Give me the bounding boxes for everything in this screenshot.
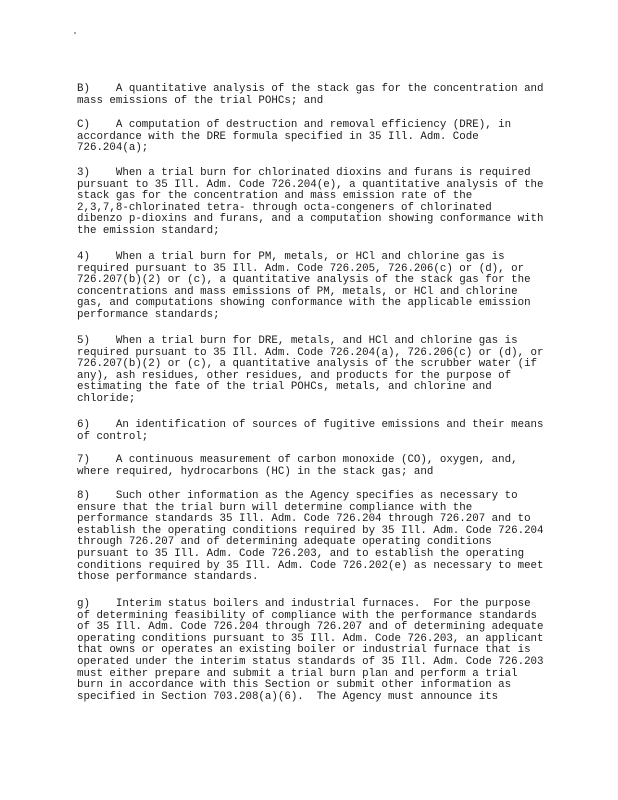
text-line: where required, hydrocarbons (HC) in the stack gas; and xyxy=(77,465,434,478)
text-line: gas, and computations showing conformance with the applicable emission xyxy=(77,297,531,310)
paragraph-7 xyxy=(77,455,542,478)
text-line: dibenzo p-dioxins and furans, and a computation showing conformance with xyxy=(77,213,544,226)
paragraph-g xyxy=(77,599,542,703)
text-line: stack gas for the concentration and mass emission rate of the xyxy=(77,190,473,203)
text-line: 8) Such other information as the Agency specifies as necessary to xyxy=(77,490,518,502)
text-line: 5) When a trial burn for DRE, metals, and HCl and chlorine gas is xyxy=(77,335,518,347)
text-line: pursuant to 35 Ill. Adm. Code 726.203, and to establish the operating xyxy=(77,547,525,560)
text-line: through 726.207 and of determining adequate operating conditions xyxy=(77,536,492,549)
paragraph-b xyxy=(77,84,542,107)
text-line: accordance with the DRE formula specified in 35 Ill. Adm. Code xyxy=(77,130,479,143)
text-line: the emission standard; xyxy=(77,224,220,237)
text-line: 3) When a trial burn for chlorinated dioxins and furans is required xyxy=(77,167,531,179)
text-line: 2,3,7,8-chlorinated tetra- through octa-congeners of chlorinated xyxy=(77,201,492,214)
text-line: of determining feasibility of compliance with the performance standards xyxy=(77,609,538,622)
text-line: B) A quantitative analysis of the stack gas for the concentration and xyxy=(77,83,544,95)
text-line: conditions required by 35 Ill. Adm. Code 726.202(e) as necessary to meet xyxy=(77,559,544,572)
text-line: chloride; xyxy=(77,392,136,405)
text-line: required pursuant to 35 Ill. Adm. Code 726.204(a), 726.206(c) or (d), or xyxy=(77,346,544,359)
text-line: g) Interim status boilers and industrial furnaces. For the purpose xyxy=(77,598,531,610)
text-line: must either prepare and submit a trial burn plan and perform a trial xyxy=(77,667,518,680)
paragraph-3 xyxy=(77,168,542,238)
text-line: of control; xyxy=(77,430,149,443)
text-line: required pursuant to 35 Ill. Adm. Code 726.205, 726.206(c) or (d), or xyxy=(77,262,525,275)
paragraph-4 xyxy=(77,252,542,322)
text-line: 726.207(b)(2) or (c), a quantitative analysis of the scrubber water (if xyxy=(77,358,538,371)
text-line: operated under the interim status standards of 35 Ill. Adm. Code 726.203 xyxy=(77,655,544,668)
paragraph-5 xyxy=(77,336,542,406)
text-line: 7) A continuous measurement of carbon monoxide (CO), oxygen, and, xyxy=(77,454,518,466)
text-line: those performance standards. xyxy=(77,571,259,584)
text-line: any), ash residues, other residues, and products for the purpose of xyxy=(77,369,512,382)
text-line: burn in accordance with this Section or submit other information as xyxy=(77,679,512,692)
text-line: estimating the fate of the trial POHCs, metals, and chlorine and xyxy=(77,381,492,394)
scan-speck xyxy=(74,32,76,34)
text-line: specified in Section 703.208(a)(6). The Agency must announce its xyxy=(77,690,499,703)
text-line: C) A computation of destruction and removal efficiency (DRE), in xyxy=(77,119,512,131)
text-line: 4) When a trial burn for PM, metals, or HCl and chlorine gas is xyxy=(77,251,505,263)
text-line: 726.204(a); xyxy=(77,142,149,155)
paragraph-8 xyxy=(77,491,542,584)
text-line: of 35 Ill. Adm. Code 726.204 through 726.207 and of determining adequate xyxy=(77,621,544,634)
paragraph-6 xyxy=(77,420,542,443)
text-line: 726.207(b)(2) or (c), a quantitative analysis of the stack gas for the xyxy=(77,274,531,287)
text-line: concentrations and mass emissions of PM, metals, or HCl and chlorine xyxy=(77,285,518,298)
text-line: that owns or operates an existing boiler or industrial furnace that is xyxy=(77,644,531,657)
text-line: mass emissions of the trial POHCs; and xyxy=(77,94,324,107)
text-line: pursuant to 35 Ill. Adm. Code 726.204(e), a quantitative analysis of the xyxy=(77,178,544,191)
text-line: performance standards 35 Ill. Adm. Code 726.204 through 726.207 and to xyxy=(77,513,531,526)
text-line: establish the operating conditions required by 35 Ill. Adm. Code 726.204 xyxy=(77,524,544,537)
text-line: ensure that the trial burn will determine compliance with the xyxy=(77,501,473,514)
paragraph-c xyxy=(77,120,542,155)
text-line: performance standards; xyxy=(77,308,220,321)
text-line: 6) An identification of sources of fugitive emissions and their means xyxy=(77,419,544,431)
text-line: operating conditions pursuant to 35 Ill. Adm. Code 726.203, an applicant xyxy=(77,632,544,645)
